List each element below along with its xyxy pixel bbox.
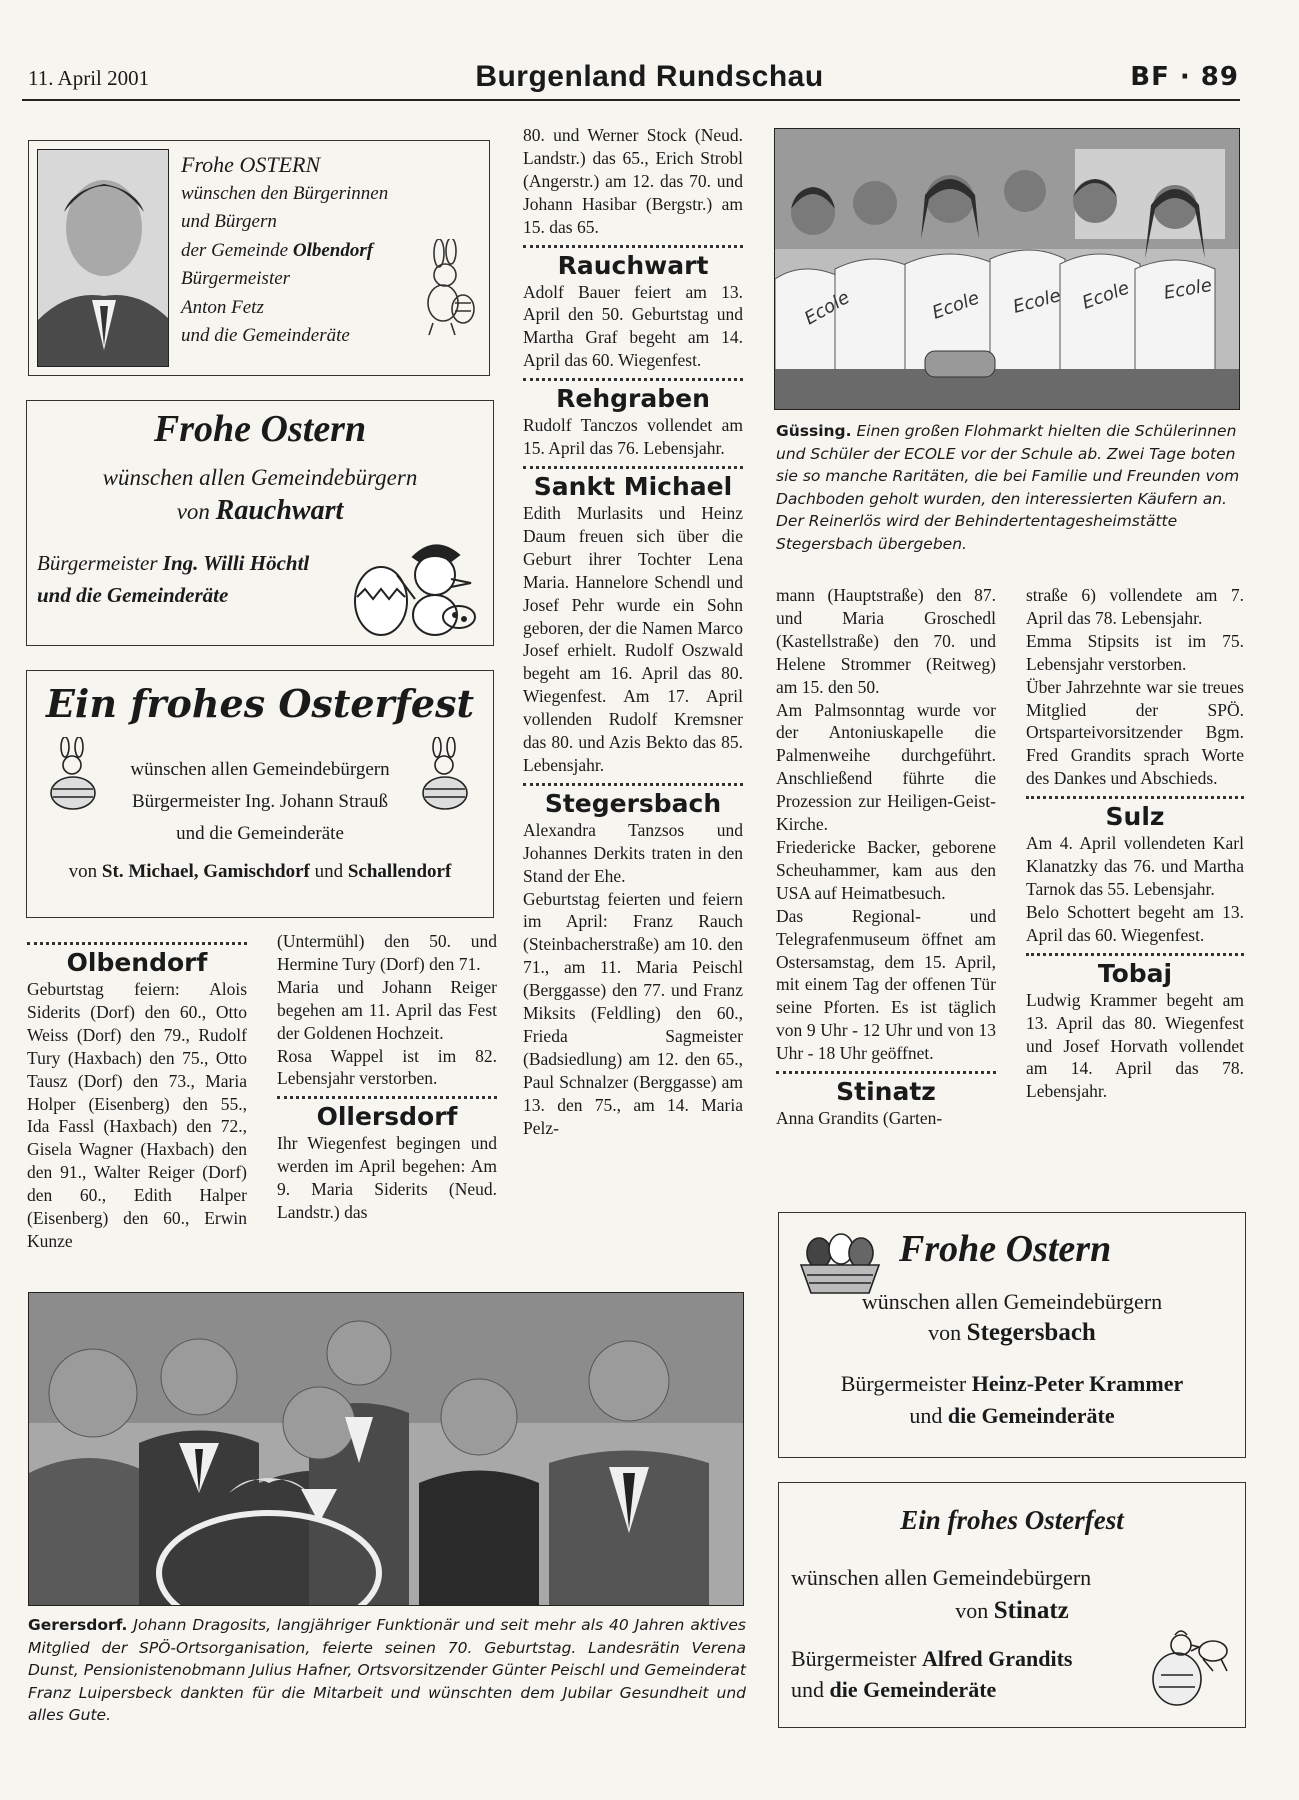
shirt-logo: Ecole bbox=[929, 287, 983, 324]
ad-stinatz-und: und bbox=[791, 1677, 824, 1702]
ad-stinatz-mayor-pre: Bürgermeister bbox=[791, 1646, 917, 1671]
stegersbach-visit: Friedericke Backer, geborene Scheuhammer, kam aus den USA auf Heimatbesuch. bbox=[776, 836, 996, 903]
caption-guessing bbox=[776, 420, 1244, 555]
stegersbach-museum: Das Regional- und Telegrafenmuseum öffnet am Ostersamstag, dem 15. April, mit einem Tag der offenen Tür seine Pforten. Es ist täglich von 9 Uhr - 12 Uhr und von 13 Uhr - 18 Uhr geöffnet. bbox=[776, 905, 996, 1064]
sulz-birthday: Belo Schottert begeht am 13. April das 60. Wiegenfest. bbox=[1026, 901, 1244, 945]
ad-rauchwart-council: und die Gemeinderäte bbox=[37, 583, 229, 607]
heading-rauchwart: Rauchwart bbox=[557, 250, 709, 280]
ad-rauchwart-line1: wünschen allen Gemeindebürgern bbox=[102, 465, 418, 490]
ad-st-michael-line2: Bürgermeister Ing. Johann Strauß bbox=[131, 791, 389, 812]
page-number: BF · 89 bbox=[1130, 62, 1239, 92]
ad-stegersbach-von: von bbox=[928, 1320, 962, 1345]
section-divider bbox=[523, 245, 743, 248]
rooster-egg-icon bbox=[1141, 1625, 1233, 1709]
ad-rauchwart-place: Rauchwart bbox=[215, 495, 344, 526]
stinatz-text-cont: straße 6) vollendete am 7. April das 78. Lebensjahr. bbox=[1026, 585, 1244, 628]
ad-rauchwart-mayor: Ing. Willi Höchtl bbox=[162, 551, 310, 575]
heading-stegersbach: Stegersbach bbox=[544, 788, 722, 818]
stegersbach-text-cont: mann (Hauptstraße) den 87. und Maria Groschedl (Kastellstraße) den 70. und Helene Strommer (Reitweg) am 15. den 50. bbox=[776, 585, 996, 697]
column-stegersbach-cont bbox=[776, 584, 996, 1130]
column-ollersdorf bbox=[277, 930, 497, 1224]
ad-rauchwart-von: von bbox=[176, 499, 210, 524]
ad-st-michael-title: Ein frohes Osterfest bbox=[45, 681, 475, 726]
olbendorf-wedding: Maria und Johann Reiger begehen am 11. April das Fest der Goldenen Hochzeit. bbox=[277, 976, 497, 1043]
olbendorf-text: Geburtstag feiern: Alois Siderits (Dorf) den 60., Otto Weiss (Dorf) den 79., Rudolf Tury (Haxbach) den 75., Otto Tausz (Dorf) den 73., Maria Holper (Eisenberg) den 55., Ida Fassl (Haxbach) den 72., Gisela Wagner (Haxbach) den den 91., Walter Reiger (Dorf) den 60., Edith Halper (Eisenberg) den 60., Erwin Kunze bbox=[27, 979, 247, 1251]
ad-st-michael-line3: und die Gemeinderäte bbox=[176, 823, 344, 844]
ad-stinatz bbox=[778, 1482, 1246, 1728]
section-divider bbox=[523, 466, 743, 469]
ad-stegersbach-line1: wünschen allen Gemeindebürgern bbox=[861, 1289, 1163, 1314]
section-divider bbox=[27, 942, 247, 945]
rauchwart-text: Adolf Bauer feiert am 13. April den 50. Geburtstag und Martha Graf begeht am 14. April das 60. Wiegenfest. bbox=[523, 281, 743, 371]
header-rule bbox=[22, 99, 1240, 101]
ad-rauchwart bbox=[26, 400, 494, 646]
stinatz-obituary: Über Jahrzehnte war sie treues Mitglied der SPÖ. Ortsparteivorsitzender Bgm. Fred Grandits sprach Worte des Dankes und Abschieds. bbox=[1026, 676, 1244, 789]
ad-olbendorf-line: und Bürgern bbox=[181, 211, 277, 232]
gerersdorf-group-image bbox=[29, 1293, 744, 1606]
heading-sankt-michael: Sankt Michael bbox=[533, 471, 733, 501]
ad-stegersbach-title: Frohe Ostern bbox=[899, 1228, 1112, 1270]
shirt-logo: Ecole bbox=[1079, 277, 1133, 314]
ad-rauchwart-title: Frohe Ostern bbox=[153, 408, 367, 450]
heading-rehgraben: Rehgraben bbox=[556, 384, 710, 414]
ad-stegersbach bbox=[778, 1212, 1246, 1458]
ad-stegersbach-council: die Gemeinderäte bbox=[947, 1403, 1115, 1428]
section-divider bbox=[523, 378, 743, 381]
bunny-egg-icon bbox=[415, 737, 477, 813]
photo-gerersdorf bbox=[28, 1292, 744, 1606]
section-divider bbox=[1026, 953, 1244, 956]
ad-stinatz-place: Stinatz bbox=[993, 1597, 1069, 1624]
section-divider bbox=[1026, 796, 1244, 799]
caption-gerersdorf-place: Gerersdorf. bbox=[28, 1616, 128, 1634]
heading-olbendorf: Olbendorf bbox=[66, 948, 208, 977]
column-middle bbox=[523, 124, 743, 1140]
ad-stegersbach-mayor-pre: Bürgermeister bbox=[840, 1371, 967, 1396]
ad-st-michael-place3: Schallendorf bbox=[347, 861, 452, 882]
photo-guessing bbox=[774, 128, 1240, 410]
ad-olbendorf-place: Olbendorf bbox=[292, 239, 374, 261]
portrait-image bbox=[38, 150, 169, 367]
ad-st-michael-places: St. Michael, Gamischdorf bbox=[101, 861, 310, 882]
ad-stinatz-title: Ein frohes Osterfest bbox=[900, 1505, 1124, 1535]
shirt-logo: Ecole bbox=[1162, 274, 1214, 304]
ad-stinatz-mayor: Alfred Grandits bbox=[921, 1646, 1073, 1671]
guessing-students-image bbox=[775, 129, 1240, 410]
heading-sulz: Sulz bbox=[1105, 802, 1165, 832]
sulz-text: Am 4. April vollendeten Karl Klanatzky das 76. und Martha Tarnok das 55. Lebensjahr. bbox=[1026, 833, 1244, 899]
stegersbach-palmsonntag: Am Palmsonntag wurde vor der Antoniuskapelle die Palmenweihe durchgeführt. Anschließend führte die Prozession zur Heiligen-Geist-Kirche. bbox=[776, 699, 996, 835]
ad-olbendorf-line: und die Gemeinderäte bbox=[181, 325, 350, 346]
stinatz-text: Anna Grandits (Garten- bbox=[776, 1108, 943, 1129]
shirt-logo: Ecole bbox=[1010, 285, 1064, 318]
caption-gerersdorf bbox=[28, 1614, 746, 1727]
ad-st-michael bbox=[26, 670, 494, 918]
ad-olbendorf-line: wünschen den Bürgerinnen bbox=[181, 182, 389, 204]
ad-stegersbach-und: und bbox=[909, 1403, 943, 1428]
ad-stinatz-von: von bbox=[955, 1598, 989, 1623]
tobaj-text: Ludwig Krammer begeht am 13. April das 80. Wiegenfest und Josef Horvath vollendet am 14. April das 78. Lebensjahr. bbox=[1026, 989, 1244, 1102]
heading-ollersdorf: Ollersdorf bbox=[316, 1102, 458, 1132]
shirt-logo: Ecole bbox=[801, 286, 854, 330]
olbendorf-text-cont: (Untermühl) den 50. und Hermine Tury (Dorf) den 71. bbox=[277, 931, 497, 974]
ad-olbendorf-title: Frohe OSTERN bbox=[181, 152, 321, 177]
stegersbach-birthdays: Geburtstag feierten und feiern im April: Franz Rauch (Steinbacherstraße) am 10. den 71., am 11. Maria Peischl (Berggasse) den 77. und Franz Miksits (Feldling) den 60., Frieda Sagmeister (Badsiedlung) am 12. den 65., Paul Schnalzer (Berggasse) am 13. den 75., am 14. Maria Pelz- bbox=[523, 888, 743, 1138]
painting-chick-icon bbox=[343, 531, 483, 641]
section-divider bbox=[776, 1071, 996, 1074]
easter-basket-icon bbox=[797, 1231, 883, 1297]
ollersdorf-text: Ihr Wiegenfest begingen und werden im April begehen: Am 9. Maria Siderits (Neud. Landstr.) das bbox=[277, 1133, 497, 1223]
sankt-michael-text: Edith Murlasits und Heinz Daum freuen sich über die Geburt ihrer Tochter Lena Maria. Hannelore Schendl und Josef Pehr wurde ein Sohn geboren, der die Namen Marco Josef erhielt. Rudolf Oszwald begeht am 16. April das 80. Wiegenfest. Am 17. April vollenden Rudolf Kremsner das 80. und Azis Bekto das 85. Lebensjahr. bbox=[523, 502, 743, 775]
ad-olbendorf-line: der Gemeinde bbox=[181, 239, 289, 261]
stinatz-death: Emma Stipsits ist im 75. Lebensjahr verstorben. bbox=[1026, 630, 1244, 674]
ad-olbendorf-line: Bürgermeister bbox=[181, 268, 291, 289]
heading-tobaj: Tobaj bbox=[1097, 958, 1173, 988]
issue-date: 11. April 2001 bbox=[28, 66, 150, 90]
ad-olbendorf bbox=[28, 140, 490, 376]
ad-stegersbach-place: Stegersbach bbox=[966, 1319, 1096, 1346]
ad-st-michael-von: von bbox=[68, 861, 98, 882]
caption-gerersdorf-text: Johann Dragosits, langjähriger Funktionär und seit mehr als 40 Jahren aktives Mitglied der SPÖ-Ortsorganisation, feierte seinen 70. Geburtstag. Landesrätin Verena Dunst, Pensionistenobmann Julius Hafner, Ortsvorsitzender Günter Peischl und Gemeinderat Franz Luipersbeck dankten für die Mitarbeit und wünschten dem Jubilar Gesundheit und alles Gute. bbox=[28, 1616, 746, 1724]
ad-olbendorf-mayor: Anton Fetz bbox=[181, 296, 264, 318]
column-olbendorf bbox=[27, 936, 247, 1253]
ad-st-michael-und: und bbox=[314, 861, 344, 882]
ad-stinatz-line1: wünschen allen Gemeindebürgern bbox=[791, 1565, 1092, 1590]
stegersbach-text: Alexandra Tanzsos und Johannes Derkits traten in den Stand der Ehe. bbox=[523, 819, 743, 886]
olbendorf-death: Rosa Wappel ist im 82. Lebensjahr verstorben. bbox=[277, 1045, 497, 1089]
bunny-egg-icon bbox=[43, 737, 105, 813]
rehgraben-text: Rudolf Tanczos vollendet am 15. April das 76. Lebensjahr. bbox=[523, 415, 743, 459]
section-divider bbox=[277, 1096, 497, 1099]
ad-stegersbach-mayor: Heinz-Peter Krammer bbox=[971, 1371, 1184, 1396]
ad-st-michael-line1: wünschen allen Gemeindebürgern bbox=[130, 759, 390, 780]
easter-bunny-icon bbox=[417, 239, 481, 339]
newspaper-title: Burgenland Rundschau bbox=[475, 60, 824, 93]
caption-guessing-text: Einen großen Flohmarkt hielten die Schülerinnen und Schüler der ECOLE vor der Schule ab. Zwei Tage boten sie so manche Raritäten, die bei Familie und Freunden vom Dachboden geholt wurden, den interessierten Käufern an. Der Reinerlös wird der Behindertentagesheimstätte Stegersbach übergeben. bbox=[776, 422, 1240, 553]
ad-stinatz-council: die Gemeinderäte bbox=[829, 1677, 997, 1702]
ad-rauchwart-mayor-pre: Bürgermeister bbox=[37, 551, 158, 575]
ollersdorf-text-cont: 80. und Werner Stock (Neud. Landstr.) das 65., Erich Strobl (Angerstr.) am 12. das 70. und Johann Hasibar (Bergstr.) am 15. das 65. bbox=[523, 125, 743, 237]
column-sulz-tobaj bbox=[1026, 584, 1244, 1103]
heading-stinatz: Stinatz bbox=[836, 1077, 936, 1107]
mayor-portrait bbox=[37, 149, 169, 367]
section-divider bbox=[523, 783, 743, 786]
caption-guessing-place: Güssing. bbox=[776, 422, 852, 440]
